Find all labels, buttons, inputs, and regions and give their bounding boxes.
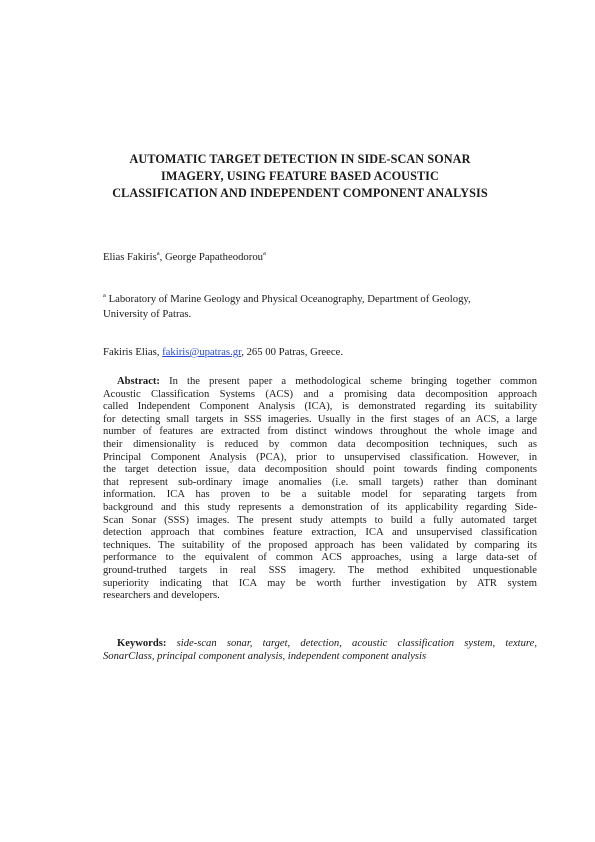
affiliation-line: $^a$ Laboratory of Marine Geology and Physical Oceanography, Department of Geology, xyxy=(103,292,471,305)
abstract-heading: Abstract: xyxy=(117,376,160,387)
author-separator: , xyxy=(159,251,165,263)
abstract-line: Principal Component Analysis (PCA), prior to unsupervised classification. However, in xyxy=(103,451,537,463)
keywords xyxy=(103,637,537,663)
contact-info xyxy=(103,345,343,359)
abstract-line: Acoustic Classification Systems (ACS) and a promising data decomposition approach xyxy=(103,388,537,400)
affiliation-marker: a xyxy=(156,250,160,257)
keywords-heading: Keywords: xyxy=(117,638,167,649)
abstract-line: Abstract: In the present paper a methodological scheme bringing together common xyxy=(117,376,537,387)
abstract-line: called Independent Component Analysis (ICA), is demonstrated regarding its suitability xyxy=(103,401,537,413)
abstract-line: researchers and developers. xyxy=(103,590,220,602)
affiliation-marker: a xyxy=(103,292,106,299)
abstract-line: superiority indicating that ICA may be worth further investigation by ATR system xyxy=(103,577,537,589)
title-line: AUTOMATIC TARGET DETECTION IN SIDE-SCAN SONAR xyxy=(129,152,471,166)
title-line: CLASSIFICATION AND INDEPENDENT COMPONENT ANALYSIS xyxy=(112,186,488,200)
abstract-line: performance to the equivalent of common ACS approaches, using a large data-set of xyxy=(103,552,537,564)
affiliation-line: University of Patras. xyxy=(103,308,192,320)
keywords-line: SonarClass, principal component analysis, independent component analysis xyxy=(103,651,427,662)
contact-name: Fakiris Elias, xyxy=(103,346,163,358)
abstract-line: that represent sub-ordinary image anomalies (i.e. small targets) rather than dominant xyxy=(103,476,537,488)
abstract-line: for detecting small targets in SSS imageries. Usually in the first stages of an ACS, a large xyxy=(103,413,537,425)
abstract-line: their dimensionality is reduced by common data decomposition techniques, such as xyxy=(103,438,537,450)
contact-address: , 265 00 Patras, Greece. xyxy=(241,346,344,358)
author-list xyxy=(103,250,266,264)
affiliation-marker: a xyxy=(263,250,266,257)
abstract-line: background and this study represents a demonstration of its applicability regarding Side- xyxy=(103,501,537,513)
paper-title xyxy=(95,151,505,202)
abstract-line: detection approach that combines feature extraction, ICA and unsupervised classification xyxy=(103,527,537,539)
abstract xyxy=(103,376,537,603)
author-name: George Papatheodorou xyxy=(164,251,264,263)
keywords-line: Keywords: side-scan sonar, target, detection, acoustic classification system, texture, xyxy=(117,638,537,649)
email-link[interactable]: fakiris@upatras.gr xyxy=(162,346,242,358)
abstract-line: the target detection issue, data decomposition should point towards finding components xyxy=(103,464,537,476)
abstract-line: Scan Sonar (SSS) images. The present study attempts to build a fully automated target xyxy=(103,514,537,526)
title-line: IMAGERY, USING FEATURE BASED ACOUSTIC xyxy=(161,169,439,183)
abstract-line: number of features are extracted from distinct windows throughout the whole image and xyxy=(103,426,537,438)
abstract-line: ground-truthed targets in real SSS imagery. The method exhibited unquestionable xyxy=(103,564,537,576)
author-name: Elias Fakiris xyxy=(103,251,157,263)
affiliation xyxy=(103,292,523,322)
abstract-line: information. ICA has proven to be a suitable model for separating targets from xyxy=(103,489,537,501)
abstract-line: techniques. The suitability of the proposed approach has been validated by comparing its xyxy=(103,539,537,551)
